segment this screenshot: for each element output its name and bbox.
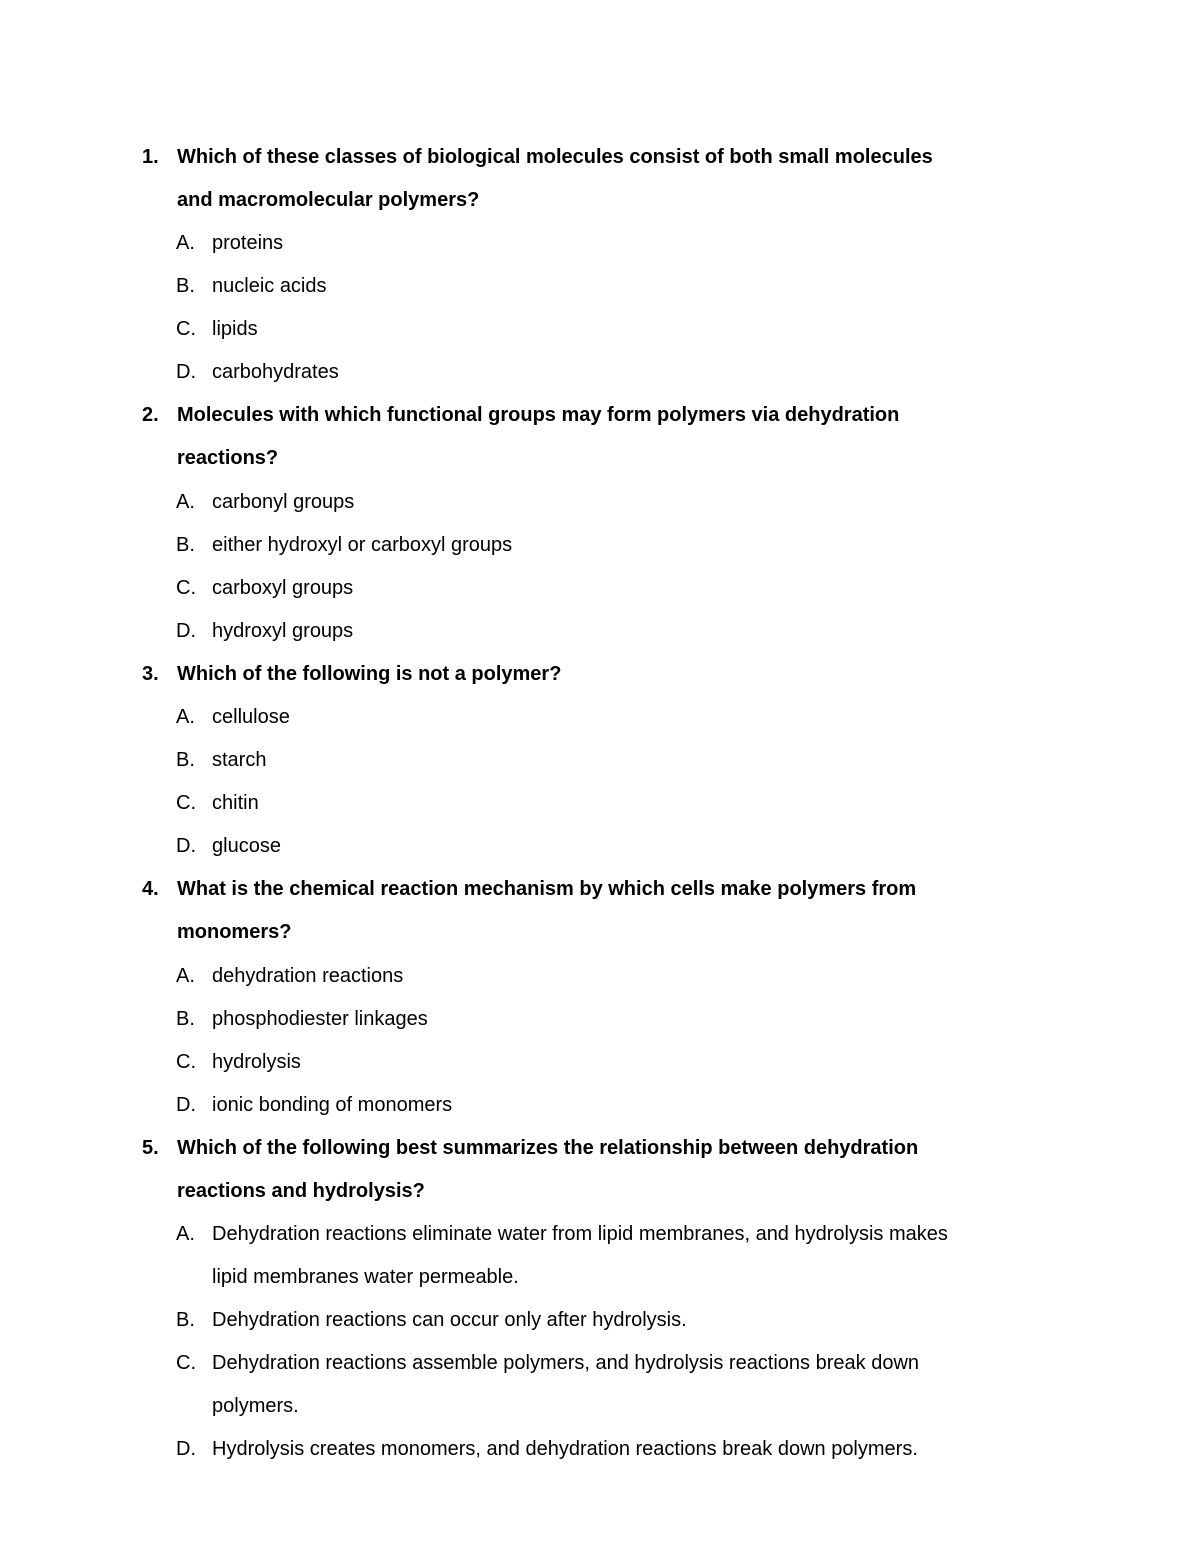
- question-2-option-a-letter: A.: [176, 491, 195, 513]
- question-2-option-c-text: carboxyl groups: [212, 577, 354, 599]
- question-1-option-d-letter: D.: [176, 361, 196, 383]
- question-1-option-a-text: proteins: [212, 232, 284, 254]
- question-1-option-d-text: carbohydrates: [212, 361, 339, 383]
- question-5-option-c-letter: C.: [176, 1352, 196, 1374]
- question-2-option-c-letter: C.: [176, 577, 196, 599]
- question-1-option-c-text: lipids: [212, 318, 258, 340]
- question-3-option-c-text: chitin: [212, 792, 259, 814]
- question-4-option-b-text: phosphodiester linkages: [212, 1008, 428, 1030]
- question-3-option-a-letter: A.: [176, 706, 195, 728]
- question-3-option-a-text: cellulose: [212, 706, 290, 728]
- question-4-number: 4.: [142, 878, 159, 900]
- question-4-option-d-text: ionic bonding of monomers: [212, 1094, 453, 1116]
- question-5-number: 5.: [142, 1137, 159, 1159]
- question-1-option-b-text: nucleic acids: [212, 275, 327, 297]
- question-2-number: 2.: [142, 404, 159, 426]
- question-3-number: 3.: [142, 663, 159, 685]
- question-4-text-line-1: What is the chemical reaction mechanism by which cells make polymers from: [177, 878, 917, 900]
- question-4-option-a-letter: A.: [176, 965, 195, 987]
- question-3-option-c-letter: C.: [176, 792, 196, 814]
- question-5-option-a-text-line-1: Dehydration reactions eliminate water from lipid membranes, and hydrolysis makes: [212, 1223, 948, 1245]
- question-5-option-a-letter: A.: [176, 1223, 195, 1245]
- question-2-text-line-1: Molecules with which functional groups may form polymers via dehydration: [177, 404, 900, 426]
- question-1-option-b-letter: B.: [176, 275, 195, 297]
- question-1-option-c-letter: C.: [176, 318, 196, 340]
- question-1-text-line-1: Which of these classes of biological molecules consist of both small molecules: [177, 146, 933, 168]
- question-5-option-d-text: Hydrolysis creates monomers, and dehydration reactions break down polymers.: [212, 1438, 918, 1460]
- question-1-number: 1.: [142, 146, 159, 168]
- question-3-option-d-letter: D.: [176, 835, 196, 857]
- question-4-option-d-letter: D.: [176, 1094, 196, 1116]
- question-1-option-a-letter: A.: [176, 232, 195, 254]
- question-2-option-d-letter: D.: [176, 620, 196, 642]
- question-5-option-b-text: Dehydration reactions can occur only after hydrolysis.: [212, 1309, 687, 1331]
- question-3-option-b-letter: B.: [176, 749, 195, 771]
- question-5-option-c-text-line-1: Dehydration reactions assemble polymers, and hydrolysis reactions break down: [212, 1352, 920, 1374]
- question-4-option-a-text: dehydration reactions: [212, 965, 404, 987]
- question-4-option-c-text: hydrolysis: [212, 1051, 301, 1073]
- question-2-option-d-text: hydroxyl groups: [212, 620, 354, 642]
- question-5-option-d-letter: D.: [176, 1438, 196, 1460]
- question-3-option-d-text: glucose: [212, 835, 281, 857]
- question-4-text-line-2: monomers?: [177, 921, 292, 943]
- question-2-option-b-letter: B.: [176, 534, 195, 556]
- question-5-text-line-1: Which of the following best summarizes the relationship between dehydration: [177, 1137, 919, 1159]
- question-2-option-b-text: either hydroxyl or carboxyl groups: [212, 534, 513, 556]
- question-4-option-c-letter: C.: [176, 1051, 196, 1073]
- question-2-text-line-2: reactions?: [177, 447, 279, 469]
- question-4-option-b-letter: B.: [176, 1008, 195, 1030]
- question-2-option-a-text: carbonyl groups: [212, 491, 355, 513]
- question-5-option-c-text-line-2: polymers.: [212, 1395, 299, 1417]
- question-3-text-line-1: Which of the following is not a polymer?: [177, 663, 562, 685]
- question-5-text-line-2: reactions and hydrolysis?: [177, 1180, 425, 1202]
- question-5-option-a-text-line-2: lipid membranes water permeable.: [212, 1266, 519, 1288]
- question-1-text-line-2: and macromolecular polymers?: [177, 189, 480, 211]
- question-3-option-b-text: starch: [212, 749, 267, 771]
- question-5-option-b-letter: B.: [176, 1309, 195, 1331]
